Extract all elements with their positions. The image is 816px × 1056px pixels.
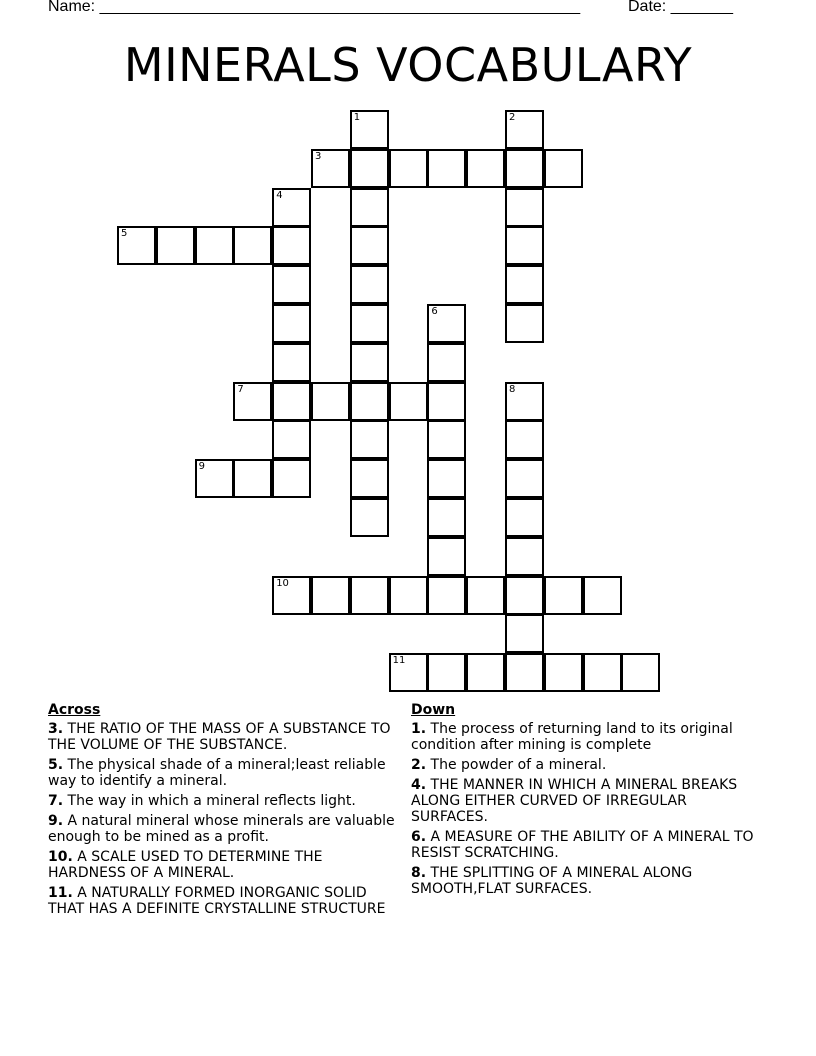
grid-cell[interactable] xyxy=(505,110,544,149)
grid-cell[interactable] xyxy=(544,653,583,692)
grid-cell[interactable] xyxy=(389,149,428,188)
clue-number: 3 xyxy=(315,150,322,162)
clue-text: A MEASURE OF THE ABILITY OF A MINERAL TO RESIST SCRATCHING. xyxy=(411,829,754,861)
grid-cell[interactable] xyxy=(350,110,389,149)
grid-cell[interactable] xyxy=(544,576,583,615)
clue-number: 2 xyxy=(509,112,516,123)
grid-cell[interactable] xyxy=(505,498,544,537)
grid-cell[interactable] xyxy=(621,653,660,692)
grid-cell[interactable] xyxy=(505,653,544,692)
grid-cell[interactable] xyxy=(350,576,389,615)
clue-number: 6. xyxy=(411,829,427,845)
grid-cell[interactable] xyxy=(389,576,428,615)
grid-cell[interactable] xyxy=(505,614,544,653)
grid-cell[interactable] xyxy=(505,265,544,304)
grid-cell[interactable] xyxy=(272,382,311,421)
grid-cell[interactable] xyxy=(505,226,544,265)
down-clue-list xyxy=(411,721,761,897)
grid-cell[interactable] xyxy=(350,498,389,537)
clue-number: 5. xyxy=(48,757,64,773)
clue-number: 7 xyxy=(237,383,244,395)
grid-cell[interactable] xyxy=(389,653,428,692)
clue-text: THE RATIO OF THE MASS OF A SUBSTANCE TO THE VOLUME OF THE SUBSTANCE. xyxy=(48,721,391,753)
down-heading: Down xyxy=(411,702,456,718)
clue-number: 8. xyxy=(411,865,427,881)
grid-cell[interactable] xyxy=(350,304,389,343)
clue-text: THE SPLITTING OF A MINERAL ALONG SMOOTH,FLAT SURFACES. xyxy=(411,865,693,897)
grid-cell[interactable] xyxy=(427,498,466,537)
page-title: MINERALS VOCABULARY xyxy=(123,38,693,92)
down-clue xyxy=(411,777,761,825)
clue-number: 7. xyxy=(48,793,64,809)
clue-number: 6 xyxy=(431,306,438,317)
clue-number: 1. xyxy=(411,721,427,737)
grid-cell[interactable] xyxy=(195,226,234,265)
grid-cell[interactable] xyxy=(427,653,466,692)
grid-cell[interactable] xyxy=(311,149,350,188)
grid-cell[interactable] xyxy=(117,226,156,265)
clue-text: The powder of a mineral. xyxy=(426,757,607,773)
clue-text: A SCALE USED TO DETERMINE THE HARDNESS OF A MINERAL. xyxy=(48,849,323,881)
grid-cell[interactable] xyxy=(466,576,505,615)
grid-cell[interactable] xyxy=(505,420,544,459)
across-clue xyxy=(48,793,403,809)
grid-cell[interactable] xyxy=(427,537,466,576)
across-clue xyxy=(48,813,403,845)
down-clue xyxy=(411,721,761,753)
grid-cell[interactable] xyxy=(466,653,505,692)
grid-cell[interactable] xyxy=(389,382,428,421)
name-field-line[interactable]: Name: ______________________________________________________ xyxy=(48,0,581,15)
grid-cell[interactable] xyxy=(311,576,350,615)
grid-cell[interactable] xyxy=(505,537,544,576)
grid-cell[interactable] xyxy=(272,576,311,615)
grid-cell[interactable] xyxy=(427,149,466,188)
grid-cell[interactable] xyxy=(233,226,272,265)
grid-cell[interactable] xyxy=(544,149,583,188)
across-clue xyxy=(48,757,403,789)
grid-cell[interactable] xyxy=(156,226,195,265)
grid-cell[interactable] xyxy=(466,149,505,188)
clue-number: 2. xyxy=(411,757,427,773)
grid-cell[interactable] xyxy=(195,459,234,498)
across-clue xyxy=(48,849,403,881)
clue-text: A natural mineral whose minerals are valuable enough to be mined as a profit. xyxy=(48,813,395,845)
across-heading: Across xyxy=(48,702,101,718)
down-clue xyxy=(411,829,761,861)
clue-text: A NATURALLY FORMED INORGANIC SOLID THAT HAS A DEFINITE CRYSTALLINE STRUCTURE xyxy=(48,885,386,917)
grid-cell[interactable] xyxy=(350,226,389,265)
clue-number: 9 xyxy=(198,461,205,473)
grid-cell[interactable] xyxy=(233,382,272,421)
grid-cell[interactable] xyxy=(233,459,272,498)
clue-number: 4. xyxy=(411,777,427,793)
clue-number: 4 xyxy=(276,189,283,201)
clue-text: The process of returning land to its original condition after mining is complete xyxy=(411,721,733,753)
down-clue xyxy=(411,757,761,773)
grid-cell[interactable] xyxy=(350,149,389,188)
clue-number: 11. xyxy=(48,885,73,901)
grid-cell[interactable] xyxy=(272,265,311,304)
grid-cell[interactable] xyxy=(505,149,544,188)
clue-number: 1 xyxy=(353,112,361,123)
across-clue-list xyxy=(48,721,403,917)
grid-cell[interactable] xyxy=(427,304,466,343)
down-clues xyxy=(411,702,761,901)
grid-cell[interactable] xyxy=(583,653,622,692)
clue-text: The way in which a mineral reflects light. xyxy=(63,793,356,809)
grid-cell[interactable] xyxy=(505,304,544,343)
across-clue xyxy=(48,721,403,753)
grid-cell[interactable] xyxy=(505,459,544,498)
grid-cell[interactable] xyxy=(427,382,466,421)
grid-cell[interactable] xyxy=(311,382,350,421)
clue-number: 10. xyxy=(48,849,73,865)
across-clue xyxy=(48,885,403,917)
date-field-line[interactable]: Date: _______ xyxy=(628,0,733,15)
grid-cell[interactable] xyxy=(272,459,311,498)
grid-cell[interactable] xyxy=(350,459,389,498)
across-clues xyxy=(48,702,403,921)
grid-cell[interactable] xyxy=(350,343,389,382)
grid-cell[interactable] xyxy=(350,382,389,421)
grid-cell[interactable] xyxy=(272,304,311,343)
grid-cell[interactable] xyxy=(505,576,544,615)
clue-text: The physical shade of a mineral;least reliable way to identify a mineral. xyxy=(48,757,386,789)
clue-number: 5 xyxy=(121,228,128,240)
grid-cell[interactable] xyxy=(583,576,622,615)
grid-cell[interactable] xyxy=(272,343,311,382)
clue-text: THE MANNER IN WHICH A MINERAL BREAKS ALONG EITHER CURVED OF IRREGULAR SURFACES. xyxy=(411,777,738,825)
grid-cell[interactable] xyxy=(272,420,311,459)
grid-cell[interactable] xyxy=(350,265,389,304)
grid-cell[interactable] xyxy=(427,343,466,382)
grid-cell[interactable] xyxy=(505,382,544,421)
grid-cell[interactable] xyxy=(505,188,544,227)
grid-cell[interactable] xyxy=(427,459,466,498)
clue-number: 9. xyxy=(48,813,64,829)
grid-cell[interactable] xyxy=(272,226,311,265)
grid-cell[interactable] xyxy=(350,188,389,227)
clue-number: 10 xyxy=(276,577,289,589)
clue-number: 3. xyxy=(48,721,64,737)
down-clue xyxy=(411,865,761,897)
clue-number: 8 xyxy=(509,383,516,395)
grid-cell[interactable] xyxy=(272,188,311,227)
grid-cell[interactable] xyxy=(427,576,466,615)
clue-number: 11 xyxy=(392,655,406,667)
grid-cell[interactable] xyxy=(350,420,389,459)
grid-cell[interactable] xyxy=(427,420,466,459)
